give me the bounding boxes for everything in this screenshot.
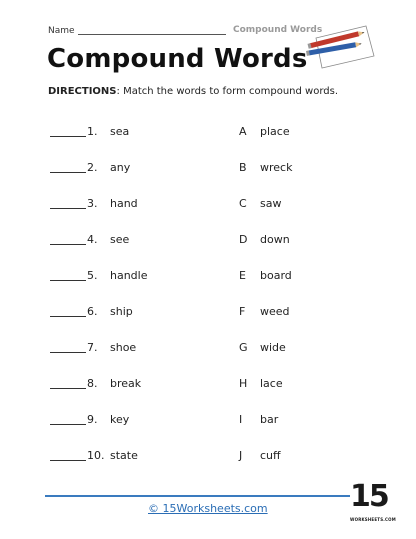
page-title: Compound Words — [47, 44, 308, 74]
directions-text: : Match the words to form compound words. — [116, 86, 339, 97]
worksheet-header-title: Compound Words — [233, 25, 323, 35]
answer-blank[interactable] — [50, 460, 86, 461]
item-number: 8. — [87, 377, 98, 390]
logo-number: 15 — [350, 479, 388, 514]
item-number: 5. — [87, 269, 98, 282]
answer-blank[interactable] — [50, 316, 86, 317]
item-word: state — [110, 449, 138, 462]
answer-blank[interactable] — [50, 136, 86, 137]
item-word: ship — [110, 305, 133, 318]
item-letter: D — [239, 233, 248, 246]
item-word: cuff — [260, 449, 281, 462]
item-letter: E — [239, 269, 246, 282]
item-word: sea — [110, 125, 130, 138]
item-number: 7. — [87, 341, 98, 354]
item-number: 9. — [87, 413, 98, 426]
item-letter: C — [239, 197, 247, 210]
item-letter: A — [239, 125, 247, 138]
item-number: 6. — [87, 305, 98, 318]
item-number: 3. — [87, 197, 98, 210]
item-letter: B — [239, 161, 247, 174]
item-word: key — [110, 413, 130, 426]
item-word: shoe — [110, 341, 137, 354]
answer-blank[interactable] — [50, 388, 86, 389]
item-letter: G — [239, 341, 248, 354]
answer-blank[interactable] — [50, 352, 86, 353]
item-word: bar — [260, 413, 279, 426]
footer-divider — [45, 495, 373, 497]
answer-blank[interactable] — [50, 424, 86, 425]
item-word: any — [110, 161, 131, 174]
item-number: 2. — [87, 161, 98, 174]
answer-blank[interactable] — [50, 208, 86, 209]
item-word: saw — [260, 197, 282, 210]
name-header — [48, 24, 323, 40]
item-letter: F — [239, 305, 246, 318]
item-letter: J — [239, 449, 243, 462]
directions — [48, 86, 338, 97]
item-word: down — [260, 233, 290, 246]
item-word: wreck — [260, 161, 293, 174]
item-number: 10. — [87, 449, 105, 462]
footer-copyright-link[interactable]: © 15Worksheets.com — [148, 502, 268, 515]
item-word: handle — [110, 269, 148, 282]
answer-blank[interactable] — [50, 172, 86, 173]
item-word: place — [260, 125, 290, 138]
name-label: Name — [48, 26, 75, 36]
name-line[interactable] — [78, 34, 226, 35]
item-word: board — [260, 269, 292, 282]
item-letter: H — [239, 377, 248, 390]
item-letter: I — [239, 413, 243, 426]
item-word: break — [110, 377, 142, 390]
item-word: wide — [260, 341, 286, 354]
logo-text: WORKSHEETS.COM — [350, 517, 396, 522]
directions-label: DIRECTIONS — [48, 86, 117, 97]
item-word: see — [110, 233, 130, 246]
item-word: hand — [110, 197, 138, 210]
pencils-on-paper-icon — [302, 18, 376, 70]
item-word: weed — [260, 305, 290, 318]
15worksheets-logo-icon — [350, 479, 396, 527]
item-number: 4. — [87, 233, 98, 246]
answer-blank[interactable] — [50, 244, 86, 245]
answer-blank[interactable] — [50, 280, 86, 281]
item-word: lace — [260, 377, 283, 390]
item-number: 1. — [87, 125, 98, 138]
